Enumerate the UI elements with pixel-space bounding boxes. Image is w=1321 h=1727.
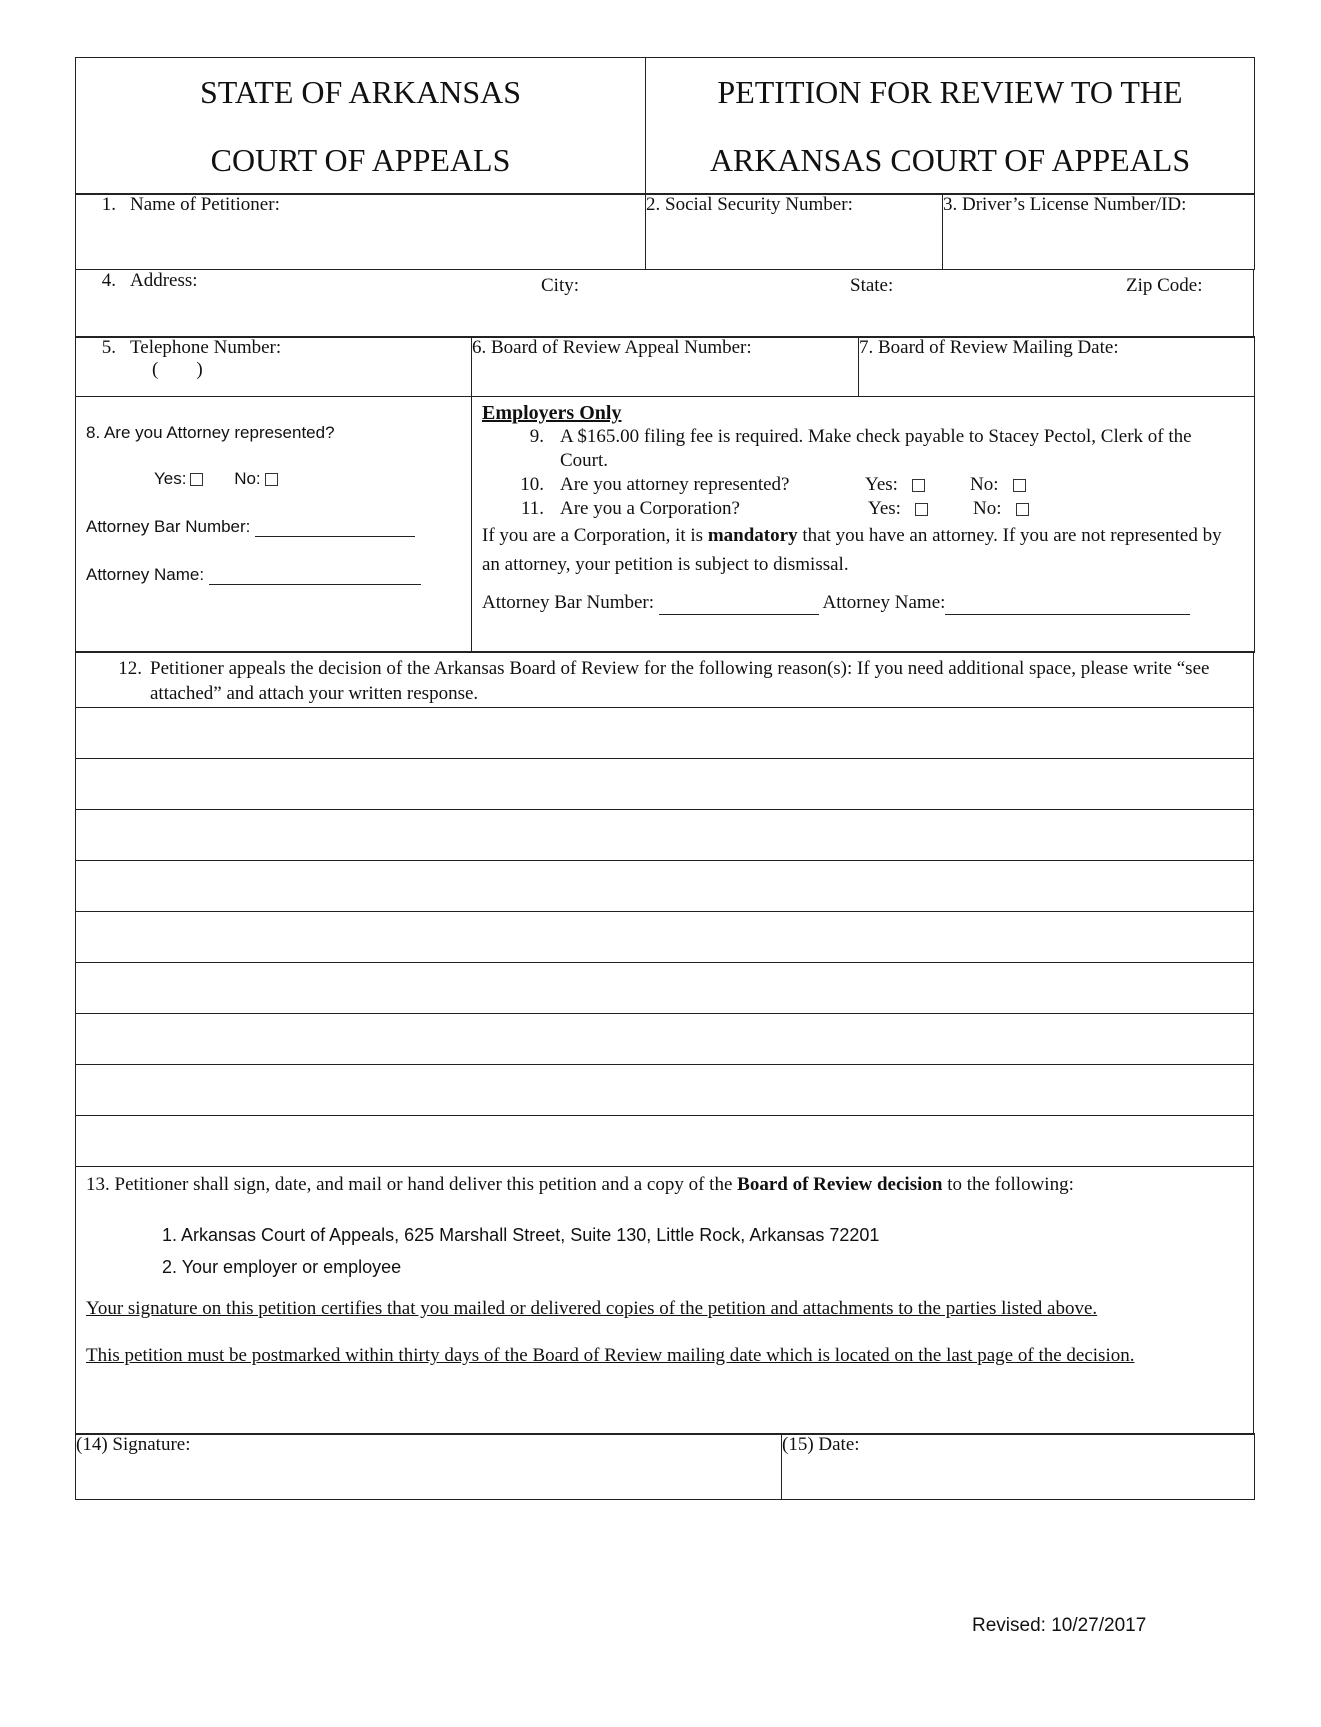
reason-line[interactable] [75, 810, 1254, 861]
court-title-line1: STATE OF ARKANSAS [199, 74, 522, 110]
row-signature [75, 1433, 1255, 1500]
mailing-text: Petitioner shall sign, date, and mail or hand deliver this petition and a copy of the [114, 1174, 733, 1196]
corporation-notice-text-2: that you have an attorney. If you are not represented by an attorney, your petition is subject to dismissal. [482, 524, 1222, 575]
attorney-name-field[interactable] [86, 565, 461, 585]
item-number: 13. [86, 1174, 110, 1196]
mailing-instructions [75, 1167, 1254, 1435]
mailing-date-field[interactable] [859, 337, 1255, 397]
revision-date: Revised: 10/27/2017 [972, 1615, 1147, 1636]
yes-label: Yes: [865, 473, 898, 495]
attorney-name-line[interactable] [945, 614, 1190, 615]
yes-label: Yes: [154, 468, 187, 488]
employer-attorney-fields [482, 591, 1242, 615]
address-field[interactable] [76, 269, 1254, 337]
date-field[interactable] [782, 1434, 1255, 1500]
yes-checkbox[interactable] [190, 473, 203, 486]
petition-title [646, 58, 1255, 195]
filing-fee-text: A $165.00 filing fee is required. Make check payable to Stacey Pectol, Clerk of the Court. [560, 425, 1192, 471]
no-label: No: [970, 473, 999, 495]
employers-only-heading: Employers Only [482, 401, 622, 424]
court-title-line2: COURT OF APPEALS [210, 142, 511, 178]
telephone-field[interactable] [76, 337, 472, 397]
attorney-bar-number-label: Attorney Bar Number: [86, 516, 251, 536]
mailing-text-2: to the following: [947, 1174, 1074, 1196]
mandatory-emphasis: mandatory [707, 524, 798, 546]
reasons-text: Petitioner appeals the decision of the Arkansas Board of Review for the following reason(s): If you need additional space, please write “see attached” and attach your written response. [150, 658, 1210, 705]
reasons-prompt [76, 652, 1254, 708]
mailing-instruction-text [86, 1173, 1243, 1197]
reason-line[interactable] [75, 1116, 1254, 1167]
no-checkbox[interactable] [1013, 479, 1026, 492]
appeal-number-label: 6. Board of Review Appeal Number: [472, 337, 752, 359]
petitioner-name-label: Name of Petitioner: [130, 194, 280, 216]
item-11 [482, 497, 1242, 521]
signature-certification-note: Your signature on this petition certifies that you mailed or delivered copies of the petition and attachments to the parties listed above. [86, 1298, 1098, 1320]
item-number: 9. [529, 425, 544, 447]
attorney-bar-number-line[interactable] [255, 536, 415, 537]
postmark-deadline-note: This petition must be postmarked within thirty days of the Board of Review mailing date which is located on the last page of the decision. [86, 1345, 1135, 1367]
no-label: No: [973, 497, 1002, 519]
row-identity [75, 193, 1255, 270]
petition-form [75, 57, 1254, 1500]
row-address [75, 269, 1254, 338]
recipient-employer: 2. Your employer or employee [162, 1257, 402, 1278]
zip-code-label: Zip Code: [1126, 274, 1203, 296]
reason-line[interactable] [75, 708, 1254, 759]
yes-label: Yes: [868, 497, 901, 519]
recipient-list [86, 1219, 1243, 1283]
drivers-license-label: 3. Driver’s License Number/ID: [943, 194, 1187, 216]
yes-checkbox[interactable] [915, 503, 928, 516]
attorney-section [76, 396, 472, 652]
ssn-field[interactable] [646, 194, 943, 270]
item-10 [482, 473, 1242, 497]
reason-line[interactable] [75, 1065, 1254, 1116]
attorney-name-label: Attorney Name: [822, 591, 946, 613]
petitioner-name-field[interactable] [76, 194, 646, 270]
attorney-yes-no [86, 469, 461, 489]
state-label: State: [850, 274, 894, 296]
signature-label: (14) Signature: [76, 1434, 191, 1456]
address-label: Address: [130, 269, 198, 291]
field-number: 4. [101, 269, 116, 291]
row-reasons [75, 651, 1254, 708]
item-number: 10. [520, 473, 544, 495]
reason-line[interactable] [75, 759, 1254, 810]
attorney-bar-number-label: Attorney Bar Number: [482, 591, 655, 613]
date-label: (15) Date: [782, 1434, 860, 1456]
appeal-number-field[interactable] [472, 337, 859, 397]
signature-field[interactable] [76, 1434, 782, 1500]
reason-line[interactable] [75, 912, 1254, 963]
row-phone [75, 336, 1255, 397]
item-9 [482, 425, 1242, 473]
no-checkbox[interactable] [1016, 503, 1029, 516]
no-label: No: [234, 468, 261, 488]
telephone-area-code: ( ) [152, 359, 203, 381]
city-label: City: [541, 274, 580, 296]
attorney-bar-number-field[interactable] [86, 517, 461, 537]
reason-line[interactable] [75, 963, 1254, 1014]
drivers-license-field[interactable] [943, 194, 1255, 270]
petition-title-line1: PETITION FOR REVIEW TO THE [717, 74, 1183, 110]
attorney-name-label: Attorney Name: [86, 564, 205, 584]
item-number: 11. [520, 497, 544, 519]
attorney-question: 8. Are you Attorney represented? [86, 422, 335, 442]
field-number: 5. [101, 337, 116, 359]
corporation-notice-text: If you are a Corporation, it is [482, 524, 704, 546]
field-number: 1. [101, 194, 116, 216]
board-decision-emphasis: Board of Review decision [737, 1174, 943, 1196]
attorney-name-line[interactable] [209, 584, 421, 585]
corporation-notice [482, 521, 1242, 579]
corporation-text: Are you a Corporation? [560, 497, 740, 519]
ssn-label: 2. Social Security Number: [646, 194, 853, 216]
form-header [75, 57, 1255, 195]
attorney-represented-text: Are you attorney represented? [560, 473, 790, 495]
reason-line[interactable] [75, 861, 1254, 912]
item-number: 12. [118, 658, 142, 680]
attorney-bar-number-line[interactable] [659, 614, 819, 615]
employers-section [472, 396, 1255, 652]
row-attorney [75, 396, 1255, 653]
yes-checkbox[interactable] [912, 479, 925, 492]
court-title [76, 58, 646, 195]
reason-line[interactable] [75, 1014, 1254, 1065]
petition-title-line2: ARKANSAS COURT OF APPEALS [709, 142, 1191, 178]
recipient-court: 1. Arkansas Court of Appeals, 625 Marshall Street, Suite 130, Little Rock, Arkansas 72201 [162, 1225, 880, 1246]
mailing-date-label: 7. Board of Review Mailing Date: [859, 337, 1119, 359]
telephone-label: Telephone Number: [130, 337, 282, 359]
no-checkbox[interactable] [265, 473, 278, 486]
